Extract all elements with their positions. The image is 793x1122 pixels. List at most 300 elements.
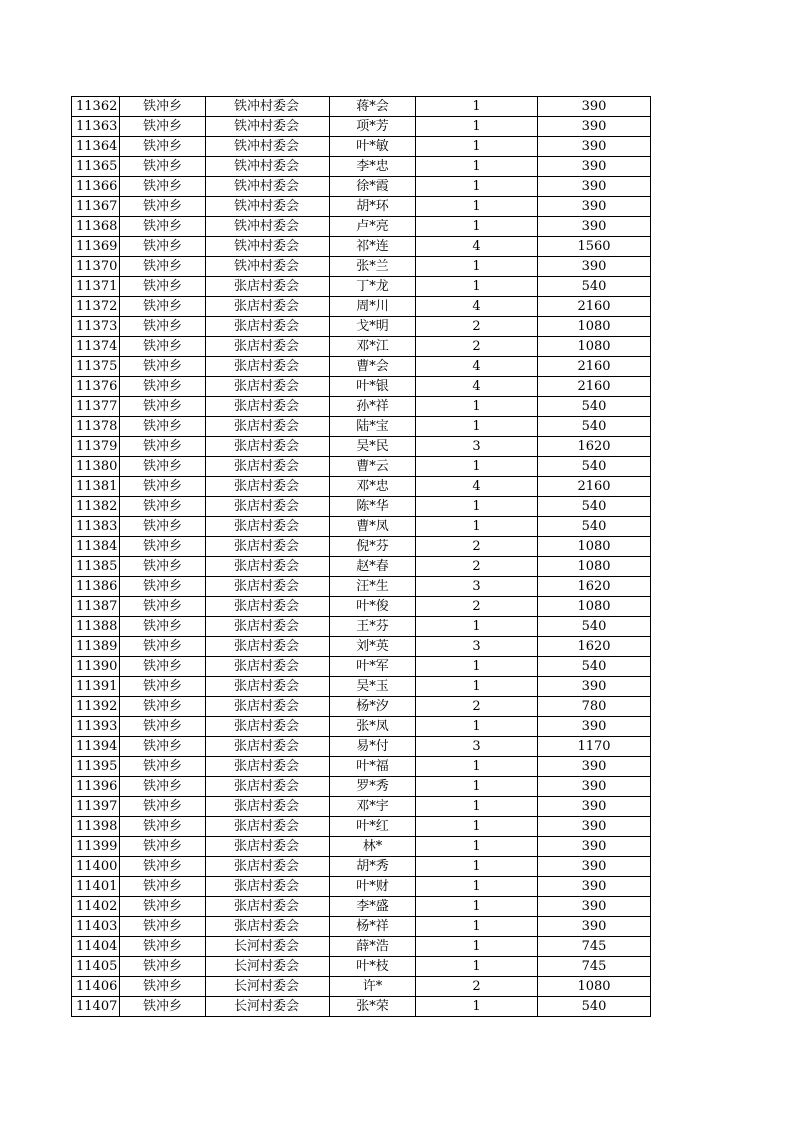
table-row <box>72 277 651 297</box>
name-cell: 曹*云 <box>330 457 416 477</box>
amount-cell: 1620 <box>538 437 651 457</box>
village-cell: 张店村委会 <box>206 617 330 637</box>
village-cell: 张店村委会 <box>206 637 330 657</box>
township-cell: 铁冲乡 <box>120 537 206 557</box>
amount-cell: 540 <box>538 997 651 1017</box>
name-cell: 陆*宝 <box>330 417 416 437</box>
count-cell: 1 <box>416 817 538 837</box>
table-row <box>72 457 651 477</box>
count-cell: 1 <box>416 857 538 877</box>
name-cell: 胡*环 <box>330 197 416 217</box>
row-id-cell: 11381 <box>72 477 120 497</box>
village-cell: 铁冲村委会 <box>206 237 330 257</box>
row-id-cell: 11363 <box>72 117 120 137</box>
village-cell: 长河村委会 <box>206 997 330 1017</box>
name-cell: 叶*红 <box>330 817 416 837</box>
name-cell: 叶*俊 <box>330 597 416 617</box>
village-cell: 长河村委会 <box>206 977 330 997</box>
row-id-cell: 11402 <box>72 897 120 917</box>
village-cell: 张店村委会 <box>206 557 330 577</box>
table-body <box>72 97 651 1017</box>
table-row <box>72 197 651 217</box>
row-id-cell: 11401 <box>72 877 120 897</box>
count-cell: 1 <box>416 137 538 157</box>
row-id-cell: 11386 <box>72 577 120 597</box>
row-id-cell: 11384 <box>72 537 120 557</box>
name-cell: 胡*秀 <box>330 857 416 877</box>
amount-cell: 390 <box>538 877 651 897</box>
village-cell: 张店村委会 <box>206 337 330 357</box>
name-cell: 邓*江 <box>330 337 416 357</box>
village-cell: 张店村委会 <box>206 497 330 517</box>
count-cell: 4 <box>416 237 538 257</box>
row-id-cell: 11391 <box>72 677 120 697</box>
name-cell: 汪*生 <box>330 577 416 597</box>
count-cell: 3 <box>416 737 538 757</box>
table-row <box>72 637 651 657</box>
village-cell: 张店村委会 <box>206 297 330 317</box>
township-cell: 铁冲乡 <box>120 837 206 857</box>
village-cell: 张店村委会 <box>206 837 330 857</box>
amount-cell: 540 <box>538 417 651 437</box>
amount-cell: 1620 <box>538 637 651 657</box>
row-id-cell: 11403 <box>72 917 120 937</box>
village-cell: 长河村委会 <box>206 937 330 957</box>
row-id-cell: 11382 <box>72 497 120 517</box>
name-cell: 吴*玉 <box>330 677 416 697</box>
township-cell: 铁冲乡 <box>120 957 206 977</box>
count-cell: 1 <box>416 457 538 477</box>
table-row <box>72 497 651 517</box>
village-cell: 张店村委会 <box>206 717 330 737</box>
township-cell: 铁冲乡 <box>120 277 206 297</box>
row-id-cell: 11399 <box>72 837 120 857</box>
count-cell: 1 <box>416 877 538 897</box>
name-cell: 徐*霞 <box>330 177 416 197</box>
table-row <box>72 737 651 757</box>
township-cell: 铁冲乡 <box>120 457 206 477</box>
row-id-cell: 11396 <box>72 777 120 797</box>
township-cell: 铁冲乡 <box>120 757 206 777</box>
row-id-cell: 11393 <box>72 717 120 737</box>
village-cell: 张店村委会 <box>206 317 330 337</box>
township-cell: 铁冲乡 <box>120 97 206 117</box>
count-cell: 1 <box>416 277 538 297</box>
village-cell: 张店村委会 <box>206 757 330 777</box>
amount-cell: 390 <box>538 817 651 837</box>
amount-cell: 2160 <box>538 477 651 497</box>
name-cell: 李*忠 <box>330 157 416 177</box>
amount-cell: 390 <box>538 757 651 777</box>
name-cell: 叶*军 <box>330 657 416 677</box>
count-cell: 2 <box>416 317 538 337</box>
township-cell: 铁冲乡 <box>120 417 206 437</box>
name-cell: 叶*福 <box>330 757 416 777</box>
count-cell: 1 <box>416 777 538 797</box>
count-cell: 1 <box>416 117 538 137</box>
village-cell: 张店村委会 <box>206 797 330 817</box>
amount-cell: 540 <box>538 397 651 417</box>
village-cell: 张店村委会 <box>206 577 330 597</box>
table-row <box>72 417 651 437</box>
row-id-cell: 11364 <box>72 137 120 157</box>
count-cell: 1 <box>416 677 538 697</box>
township-cell: 铁冲乡 <box>120 797 206 817</box>
count-cell: 1 <box>416 97 538 117</box>
table-row <box>72 757 651 777</box>
amount-cell: 390 <box>538 117 651 137</box>
township-cell: 铁冲乡 <box>120 237 206 257</box>
amount-cell: 390 <box>538 257 651 277</box>
table-row <box>72 777 651 797</box>
amount-cell: 390 <box>538 177 651 197</box>
name-cell: 祁*连 <box>330 237 416 257</box>
table-row <box>72 117 651 137</box>
amount-cell: 390 <box>538 797 651 817</box>
row-id-cell: 11385 <box>72 557 120 577</box>
township-cell: 铁冲乡 <box>120 177 206 197</box>
village-cell: 张店村委会 <box>206 437 330 457</box>
table-row <box>72 437 651 457</box>
table-row <box>72 357 651 377</box>
village-cell: 铁冲村委会 <box>206 197 330 217</box>
amount-cell: 780 <box>538 697 651 717</box>
township-cell: 铁冲乡 <box>120 857 206 877</box>
township-cell: 铁冲乡 <box>120 937 206 957</box>
township-cell: 铁冲乡 <box>120 497 206 517</box>
count-cell: 2 <box>416 597 538 617</box>
name-cell: 孙*祥 <box>330 397 416 417</box>
amount-cell: 745 <box>538 937 651 957</box>
table-row <box>72 797 651 817</box>
count-cell: 3 <box>416 637 538 657</box>
amount-cell: 745 <box>538 957 651 977</box>
township-cell: 铁冲乡 <box>120 977 206 997</box>
table-row <box>72 557 651 577</box>
name-cell: 曹*会 <box>330 357 416 377</box>
name-cell: 李*盛 <box>330 897 416 917</box>
township-cell: 铁冲乡 <box>120 777 206 797</box>
village-cell: 张店村委会 <box>206 817 330 837</box>
count-cell: 2 <box>416 697 538 717</box>
village-cell: 张店村委会 <box>206 357 330 377</box>
row-id-cell: 11392 <box>72 697 120 717</box>
township-cell: 铁冲乡 <box>120 717 206 737</box>
village-cell: 铁冲村委会 <box>206 117 330 137</box>
township-cell: 铁冲乡 <box>120 577 206 597</box>
table-row <box>72 657 651 677</box>
count-cell: 1 <box>416 197 538 217</box>
table-row <box>72 477 651 497</box>
name-cell: 项*芳 <box>330 117 416 137</box>
village-cell: 张店村委会 <box>206 597 330 617</box>
count-cell: 2 <box>416 557 538 577</box>
amount-cell: 390 <box>538 197 651 217</box>
count-cell: 4 <box>416 377 538 397</box>
amount-cell: 390 <box>538 97 651 117</box>
table-row <box>72 537 651 557</box>
township-cell: 铁冲乡 <box>120 197 206 217</box>
count-cell: 4 <box>416 357 538 377</box>
township-cell: 铁冲乡 <box>120 637 206 657</box>
table-row <box>72 877 651 897</box>
row-id-cell: 11380 <box>72 457 120 477</box>
count-cell: 3 <box>416 437 538 457</box>
village-cell: 张店村委会 <box>206 377 330 397</box>
count-cell: 3 <box>416 577 538 597</box>
row-id-cell: 11390 <box>72 657 120 677</box>
table-row <box>72 377 651 397</box>
village-cell: 铁冲村委会 <box>206 137 330 157</box>
row-id-cell: 11387 <box>72 597 120 617</box>
village-cell: 铁冲村委会 <box>206 97 330 117</box>
row-id-cell: 11405 <box>72 957 120 977</box>
amount-cell: 2160 <box>538 357 651 377</box>
table-row <box>72 297 651 317</box>
row-id-cell: 11373 <box>72 317 120 337</box>
township-cell: 铁冲乡 <box>120 737 206 757</box>
amount-cell: 390 <box>538 917 651 937</box>
row-id-cell: 11376 <box>72 377 120 397</box>
township-cell: 铁冲乡 <box>120 357 206 377</box>
table-row <box>72 697 651 717</box>
amount-cell: 1620 <box>538 577 651 597</box>
township-cell: 铁冲乡 <box>120 657 206 677</box>
table-row <box>72 977 651 997</box>
table-row <box>72 157 651 177</box>
township-cell: 铁冲乡 <box>120 917 206 937</box>
name-cell: 杨*祥 <box>330 917 416 937</box>
count-cell: 1 <box>416 497 538 517</box>
village-cell: 张店村委会 <box>206 697 330 717</box>
village-cell: 张店村委会 <box>206 517 330 537</box>
count-cell: 4 <box>416 297 538 317</box>
amount-cell: 390 <box>538 677 651 697</box>
count-cell: 1 <box>416 657 538 677</box>
table-row <box>72 897 651 917</box>
row-id-cell: 11389 <box>72 637 120 657</box>
village-cell: 张店村委会 <box>206 897 330 917</box>
amount-cell: 540 <box>538 277 651 297</box>
village-cell: 张店村委会 <box>206 737 330 757</box>
township-cell: 铁冲乡 <box>120 217 206 237</box>
row-id-cell: 11367 <box>72 197 120 217</box>
amount-cell: 2160 <box>538 297 651 317</box>
name-cell: 叶*敏 <box>330 137 416 157</box>
village-cell: 铁冲村委会 <box>206 157 330 177</box>
township-cell: 铁冲乡 <box>120 157 206 177</box>
row-id-cell: 11362 <box>72 97 120 117</box>
row-id-cell: 11377 <box>72 397 120 417</box>
row-id-cell: 11404 <box>72 937 120 957</box>
village-cell: 张店村委会 <box>206 657 330 677</box>
table-row <box>72 137 651 157</box>
amount-cell: 390 <box>538 157 651 177</box>
table-row <box>72 597 651 617</box>
count-cell: 1 <box>416 717 538 737</box>
row-id-cell: 11406 <box>72 977 120 997</box>
amount-cell: 1080 <box>538 317 651 337</box>
count-cell: 1 <box>416 837 538 857</box>
count-cell: 1 <box>416 517 538 537</box>
township-cell: 铁冲乡 <box>120 877 206 897</box>
township-cell: 铁冲乡 <box>120 597 206 617</box>
amount-cell: 540 <box>538 497 651 517</box>
table-row <box>72 237 651 257</box>
table-row <box>72 817 651 837</box>
count-cell: 1 <box>416 177 538 197</box>
amount-cell: 540 <box>538 657 651 677</box>
name-cell: 丁*龙 <box>330 277 416 297</box>
village-cell: 铁冲村委会 <box>206 217 330 237</box>
table-row <box>72 997 651 1017</box>
amount-cell: 540 <box>538 517 651 537</box>
amount-cell: 1080 <box>538 337 651 357</box>
township-cell: 铁冲乡 <box>120 677 206 697</box>
count-cell: 2 <box>416 337 538 357</box>
name-cell: 邓*忠 <box>330 477 416 497</box>
village-cell: 铁冲村委会 <box>206 177 330 197</box>
name-cell: 罗*秀 <box>330 777 416 797</box>
village-cell: 张店村委会 <box>206 917 330 937</box>
township-cell: 铁冲乡 <box>120 617 206 637</box>
row-id-cell: 11378 <box>72 417 120 437</box>
table-row <box>72 517 651 537</box>
village-cell: 张店村委会 <box>206 537 330 557</box>
count-cell: 1 <box>416 617 538 637</box>
township-cell: 铁冲乡 <box>120 477 206 497</box>
name-cell: 薛*浩 <box>330 937 416 957</box>
name-cell: 易*付 <box>330 737 416 757</box>
count-cell: 1 <box>416 937 538 957</box>
amount-cell: 540 <box>538 617 651 637</box>
amount-cell: 390 <box>538 897 651 917</box>
table-row <box>72 617 651 637</box>
count-cell: 1 <box>416 757 538 777</box>
amount-cell: 540 <box>538 457 651 477</box>
village-cell: 张店村委会 <box>206 457 330 477</box>
township-cell: 铁冲乡 <box>120 337 206 357</box>
name-cell: 赵*春 <box>330 557 416 577</box>
name-cell: 王*芬 <box>330 617 416 637</box>
name-cell: 卢*亮 <box>330 217 416 237</box>
village-cell: 张店村委会 <box>206 277 330 297</box>
amount-cell: 390 <box>538 137 651 157</box>
row-id-cell: 11365 <box>72 157 120 177</box>
name-cell: 张*兰 <box>330 257 416 277</box>
township-cell: 铁冲乡 <box>120 517 206 537</box>
count-cell: 1 <box>416 157 538 177</box>
data-table <box>71 96 651 1017</box>
township-cell: 铁冲乡 <box>120 377 206 397</box>
amount-cell: 1080 <box>538 557 651 577</box>
table-row <box>72 577 651 597</box>
name-cell: 邓*宇 <box>330 797 416 817</box>
count-cell: 2 <box>416 977 538 997</box>
amount-cell: 2160 <box>538 377 651 397</box>
table-row <box>72 717 651 737</box>
row-id-cell: 11397 <box>72 797 120 817</box>
township-cell: 铁冲乡 <box>120 137 206 157</box>
count-cell: 1 <box>416 797 538 817</box>
row-id-cell: 11372 <box>72 297 120 317</box>
name-cell: 曹*凤 <box>330 517 416 537</box>
table-row <box>72 337 651 357</box>
name-cell: 张*凤 <box>330 717 416 737</box>
village-cell: 张店村委会 <box>206 397 330 417</box>
township-cell: 铁冲乡 <box>120 817 206 837</box>
table-row <box>72 857 651 877</box>
township-cell: 铁冲乡 <box>120 697 206 717</box>
name-cell: 张*荣 <box>330 997 416 1017</box>
name-cell: 林* <box>330 837 416 857</box>
row-id-cell: 11398 <box>72 817 120 837</box>
name-cell: 叶*银 <box>330 377 416 397</box>
township-cell: 铁冲乡 <box>120 297 206 317</box>
township-cell: 铁冲乡 <box>120 897 206 917</box>
count-cell: 1 <box>416 257 538 277</box>
village-cell: 张店村委会 <box>206 857 330 877</box>
row-id-cell: 11368 <box>72 217 120 237</box>
table-row <box>72 917 651 937</box>
name-cell: 叶*财 <box>330 877 416 897</box>
amount-cell: 390 <box>538 717 651 737</box>
row-id-cell: 11371 <box>72 277 120 297</box>
count-cell: 1 <box>416 997 538 1017</box>
name-cell: 刘*英 <box>330 637 416 657</box>
village-cell: 铁冲村委会 <box>206 257 330 277</box>
table-row <box>72 677 651 697</box>
township-cell: 铁冲乡 <box>120 117 206 137</box>
row-id-cell: 11375 <box>72 357 120 377</box>
table-row <box>72 217 651 237</box>
row-id-cell: 11366 <box>72 177 120 197</box>
amount-cell: 390 <box>538 857 651 877</box>
township-cell: 铁冲乡 <box>120 997 206 1017</box>
row-id-cell: 11400 <box>72 857 120 877</box>
count-cell: 1 <box>416 217 538 237</box>
amount-cell: 390 <box>538 837 651 857</box>
row-id-cell: 11394 <box>72 737 120 757</box>
amount-cell: 1080 <box>538 537 651 557</box>
count-cell: 1 <box>416 897 538 917</box>
table-row <box>72 397 651 417</box>
name-cell: 吴*民 <box>330 437 416 457</box>
amount-cell: 1080 <box>538 597 651 617</box>
township-cell: 铁冲乡 <box>120 317 206 337</box>
township-cell: 铁冲乡 <box>120 437 206 457</box>
village-cell: 张店村委会 <box>206 477 330 497</box>
count-cell: 1 <box>416 397 538 417</box>
village-cell: 张店村委会 <box>206 777 330 797</box>
amount-cell: 390 <box>538 777 651 797</box>
village-cell: 长河村委会 <box>206 957 330 977</box>
name-cell: 周*川 <box>330 297 416 317</box>
name-cell: 倪*芬 <box>330 537 416 557</box>
name-cell: 陈*华 <box>330 497 416 517</box>
count-cell: 4 <box>416 477 538 497</box>
row-id-cell: 11379 <box>72 437 120 457</box>
amount-cell: 390 <box>538 217 651 237</box>
township-cell: 铁冲乡 <box>120 397 206 417</box>
row-id-cell: 11395 <box>72 757 120 777</box>
count-cell: 2 <box>416 537 538 557</box>
row-id-cell: 11370 <box>72 257 120 277</box>
name-cell: 叶*枝 <box>330 957 416 977</box>
table-row <box>72 257 651 277</box>
count-cell: 1 <box>416 417 538 437</box>
name-cell: 许* <box>330 977 416 997</box>
